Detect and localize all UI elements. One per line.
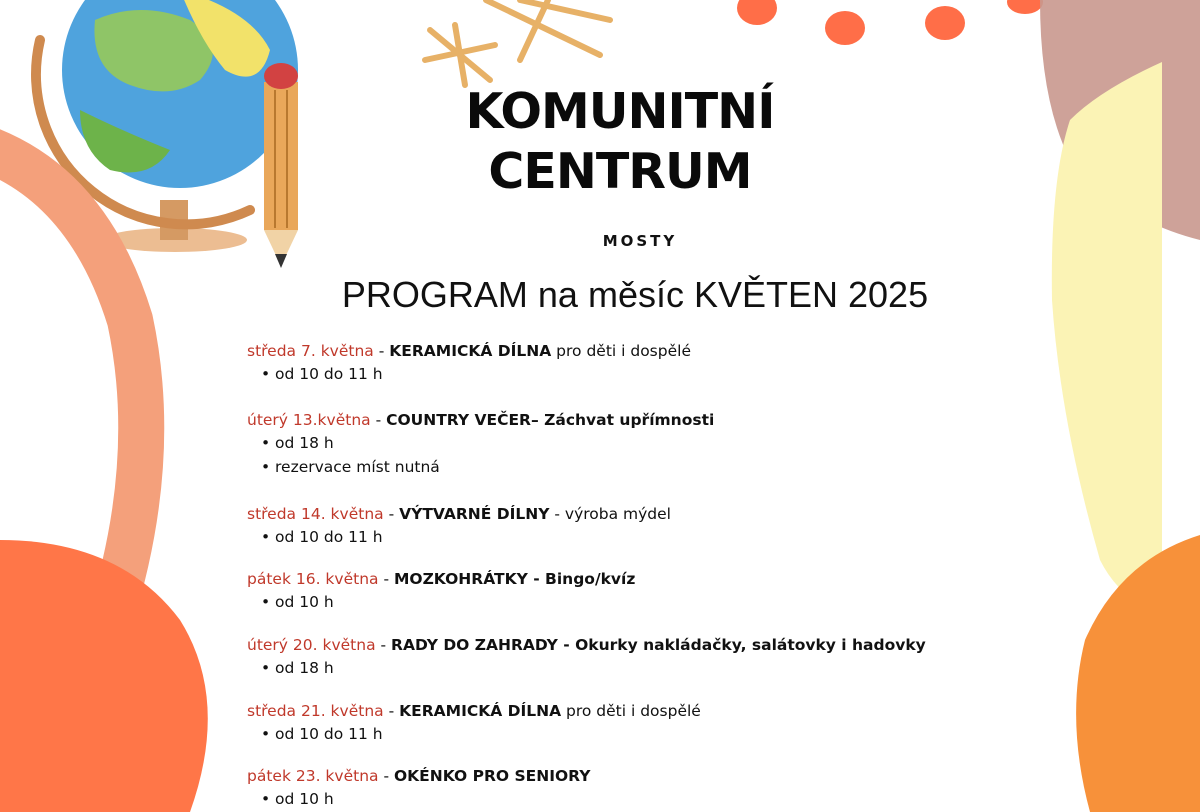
event-date: středa 21. května [247, 702, 384, 720]
event-date: pátek 16. května [247, 570, 379, 588]
event-detail: • od 10 do 11 h [261, 725, 383, 743]
event-header [247, 340, 1047, 362]
event-header [247, 409, 1047, 431]
event-item [247, 700, 1047, 746]
event-detail: • od 10 do 11 h [261, 365, 383, 383]
event-item [247, 503, 1047, 549]
event-separator: - [383, 505, 400, 523]
event-detail: • od 10 h [261, 593, 334, 611]
event-description: pro děti i dospělé [561, 702, 701, 720]
event-item [247, 568, 1047, 614]
event-item [247, 409, 1047, 479]
event-item [247, 634, 1047, 680]
event-date: středa 7. května [247, 342, 374, 360]
event-name: VÝTVARNÉ DÍLNY [399, 505, 550, 523]
event-date: středa 14. května [247, 505, 384, 523]
event-detail: • od 10 do 11 h [261, 528, 383, 546]
page-subtitle: MOSTY [602, 232, 678, 250]
event-name: MOZKOHRÁTKY [393, 570, 528, 588]
event-detail: • od 18 h [261, 434, 334, 452]
event-detail: • od 10 h [261, 790, 334, 808]
page-title: KOMUNITNÍ CENTRUM [465, 83, 775, 200]
event-separator: - [373, 342, 390, 360]
event-separator: - [378, 767, 394, 785]
event-name: RADY DO ZAHRADY [391, 636, 558, 654]
event-separator: - [370, 411, 387, 429]
event-header [247, 634, 1047, 656]
event-date: pátek 23. května [247, 767, 379, 785]
event-header [247, 700, 1047, 722]
event-name: OKÉNKO PRO SENIORY [393, 767, 591, 785]
event-description: – Záchvat upřímnosti [530, 411, 715, 429]
event-name: KERAMICKÁ DÍLNA [399, 702, 562, 720]
event-date: úterý 20. května [247, 636, 376, 654]
event-separator: - [383, 702, 400, 720]
event-description: - Okurky nakládačky, salátovky i hadovky [557, 636, 926, 654]
event-date: úterý 13.května [247, 411, 371, 429]
event-item [247, 340, 1047, 386]
event-header [247, 765, 1047, 787]
event-description: pro děti i dospělé [551, 342, 691, 360]
event-description: - Bingo/kvíz [527, 570, 636, 588]
event-detail: • rezervace míst nutná [261, 458, 440, 476]
event-name: KERAMICKÁ DÍLNA [389, 342, 552, 360]
event-item [247, 765, 1047, 811]
event-detail: • od 18 h [261, 659, 334, 677]
event-separator: - [375, 636, 392, 654]
event-header [247, 503, 1047, 525]
event-name: COUNTRY VEČER [386, 411, 531, 429]
program-heading: PROGRAM na měsíc KVĚTEN 2025 [341, 274, 929, 315]
event-header [247, 568, 1047, 590]
event-separator: - [378, 570, 394, 588]
event-description: - výroba mýdel [549, 505, 671, 523]
